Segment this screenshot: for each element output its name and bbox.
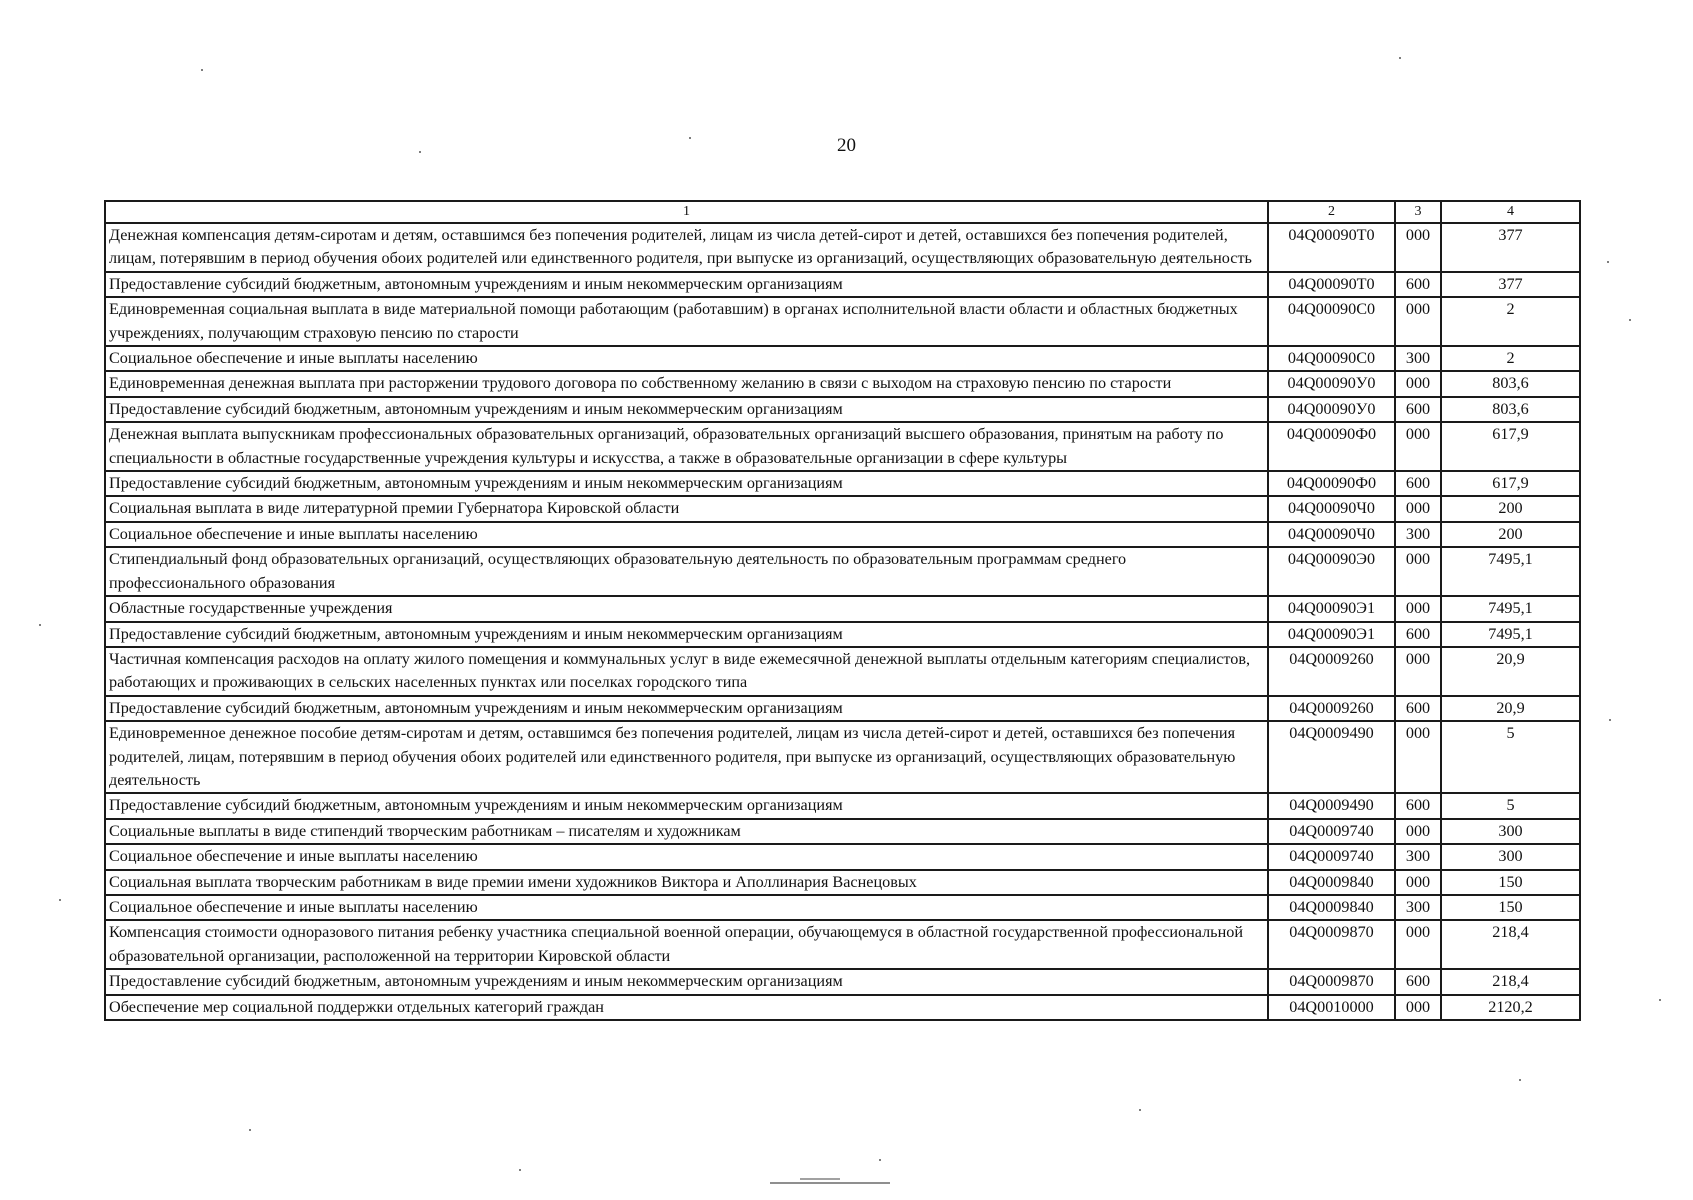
row-code-cell: 04Q00090Ф0 — [1268, 471, 1395, 496]
row-kind-cell: 000 — [1395, 920, 1441, 969]
row-code-cell: 04Q0009740 — [1268, 844, 1395, 869]
row-sum-cell: 2 — [1441, 346, 1580, 371]
row-code-cell: 04Q00090С0 — [1268, 297, 1395, 346]
row-sum-cell: 5 — [1441, 793, 1580, 818]
table-row — [105, 696, 1580, 721]
table-row — [105, 522, 1580, 547]
row-sum-cell: 5 — [1441, 721, 1580, 793]
page-number: 20 — [837, 135, 856, 156]
table-row — [105, 371, 1580, 396]
row-code-cell: 04Q00090Ч0 — [1268, 522, 1395, 547]
row-kind-cell: 600 — [1395, 397, 1441, 422]
row-sum-cell: 200 — [1441, 496, 1580, 521]
row-name-cell: Компенсация стоимости одноразового питания ребенку участника специальной военной операции, обучающемуся в областной государственной профессиональной образовательной организации, расположенной на территории Кировской области — [105, 920, 1268, 969]
row-code-cell: 04Q00090У0 — [1268, 397, 1395, 422]
row-name-cell: Социальное обеспечение и иные выплаты населению — [105, 346, 1268, 371]
table-row — [105, 622, 1580, 647]
table-row — [105, 721, 1580, 793]
row-code-cell: 04Q0010000 — [1268, 995, 1395, 1020]
row-code-cell: 04Q0009490 — [1268, 721, 1395, 793]
row-sum-cell: 20,9 — [1441, 696, 1580, 721]
header-col-1: 1 — [105, 201, 1268, 223]
table-row — [105, 920, 1580, 969]
row-name-cell: Обеспечение мер социальной поддержки отдельных категорий граждан — [105, 995, 1268, 1020]
row-kind-cell: 300 — [1395, 522, 1441, 547]
row-sum-cell: 803,6 — [1441, 371, 1580, 396]
row-sum-cell: 377 — [1441, 272, 1580, 297]
row-name-cell: Социальное обеспечение и иные выплаты населению — [105, 522, 1268, 547]
row-kind-cell: 000 — [1395, 547, 1441, 596]
row-sum-cell: 2 — [1441, 297, 1580, 346]
row-kind-cell: 000 — [1395, 297, 1441, 346]
budget-table-container — [104, 200, 1579, 1021]
row-code-cell: 04Q00090Т0 — [1268, 272, 1395, 297]
row-kind-cell: 000 — [1395, 819, 1441, 844]
row-kind-cell: 300 — [1395, 346, 1441, 371]
row-kind-cell: 600 — [1395, 793, 1441, 818]
table-header-row — [105, 201, 1580, 223]
row-code-cell: 04Q00090Э0 — [1268, 547, 1395, 596]
row-kind-cell: 000 — [1395, 371, 1441, 396]
table-row — [105, 471, 1580, 496]
row-sum-cell: 218,4 — [1441, 920, 1580, 969]
row-kind-cell: 600 — [1395, 622, 1441, 647]
row-name-cell: Денежная компенсация детям-сиротам и детям, оставшимся без попечения родителей, лицам из числа детей-сирот и детей, оставшихся без попечения родителей, лицам, потерявшим в период обучения обоих родителей или единственного родителя, при выпуске из организаций, осуществляющих образовательную деятельность — [105, 223, 1268, 272]
row-code-cell: 04Q00090Э1 — [1268, 596, 1395, 621]
row-code-cell: 04Q00090У0 — [1268, 371, 1395, 396]
table-row — [105, 819, 1580, 844]
row-name-cell: Предоставление субсидий бюджетным, автономным учреждениям и иным некоммерческим организациям — [105, 969, 1268, 994]
row-sum-cell: 300 — [1441, 844, 1580, 869]
row-name-cell: Социальная выплата в виде литературной премии Губернатора Кировской области — [105, 496, 1268, 521]
row-sum-cell: 7495,1 — [1441, 596, 1580, 621]
table-row — [105, 297, 1580, 346]
table-row — [105, 346, 1580, 371]
scan-smudge-bottom — [770, 1178, 890, 1184]
table-row — [105, 647, 1580, 696]
table-row — [105, 397, 1580, 422]
row-kind-cell: 300 — [1395, 844, 1441, 869]
row-code-cell: 04Q0009840 — [1268, 895, 1395, 920]
row-name-cell: Денежная выплата выпускникам профессиональных образовательных организаций, образовательных организаций высшего образования, принятым на работу по специальности в областные государственные учреждения культуры и искусства, а также в образовательные организации в сфере культуры — [105, 422, 1268, 471]
table-row — [105, 870, 1580, 895]
row-kind-cell: 000 — [1395, 870, 1441, 895]
table-row — [105, 223, 1580, 272]
row-kind-cell: 600 — [1395, 471, 1441, 496]
row-code-cell: 04Q00090Ф0 — [1268, 422, 1395, 471]
row-sum-cell: 377 — [1441, 223, 1580, 272]
row-name-cell: Социальное обеспечение и иные выплаты населению — [105, 844, 1268, 869]
table-row — [105, 895, 1580, 920]
row-sum-cell: 7495,1 — [1441, 622, 1580, 647]
row-kind-cell: 000 — [1395, 721, 1441, 793]
table-row — [105, 547, 1580, 596]
row-kind-cell: 000 — [1395, 496, 1441, 521]
row-name-cell: Единовременное денежное пособие детям-сиротам и детям, оставшимся без попечения родителей, лицам из числа детей-сирот и детей, оставшихся без попечения родителей, лицам, потерявшим в период обучения обоих родителей или единственного родителя, при выпуске из организаций, осуществляющих образовательную деятельность — [105, 721, 1268, 793]
row-kind-cell: 600 — [1395, 272, 1441, 297]
row-name-cell: Предоставление субсидий бюджетным, автономным учреждениям и иным некоммерческим организациям — [105, 272, 1268, 297]
row-code-cell: 04Q0009260 — [1268, 696, 1395, 721]
row-name-cell: Единовременная социальная выплата в виде материальной помощи работающим (работавшим) в органах исполнительной власти области и областных бюджетных учреждениях, получающим страховую пенсию по старости — [105, 297, 1268, 346]
table-row — [105, 969, 1580, 994]
row-kind-cell: 600 — [1395, 696, 1441, 721]
row-name-cell: Социальное обеспечение и иные выплаты населению — [105, 895, 1268, 920]
table-row — [105, 496, 1580, 521]
table-row — [105, 793, 1580, 818]
row-code-cell: 04Q0009740 — [1268, 819, 1395, 844]
row-name-cell: Предоставление субсидий бюджетным, автономным учреждениям и иным некоммерческим организациям — [105, 622, 1268, 647]
table-row — [105, 422, 1580, 471]
row-sum-cell: 617,9 — [1441, 471, 1580, 496]
row-sum-cell: 803,6 — [1441, 397, 1580, 422]
row-kind-cell: 000 — [1395, 422, 1441, 471]
row-kind-cell: 000 — [1395, 647, 1441, 696]
header-col-2: 2 — [1268, 201, 1395, 223]
row-code-cell: 04Q0009870 — [1268, 969, 1395, 994]
row-code-cell: 04Q0009490 — [1268, 793, 1395, 818]
row-kind-cell: 600 — [1395, 969, 1441, 994]
row-sum-cell: 200 — [1441, 522, 1580, 547]
row-name-cell: Предоставление субсидий бюджетным, автономным учреждениям и иным некоммерческим организациям — [105, 696, 1268, 721]
row-kind-cell: 300 — [1395, 895, 1441, 920]
row-kind-cell: 000 — [1395, 995, 1441, 1020]
row-sum-cell: 150 — [1441, 895, 1580, 920]
row-kind-cell: 000 — [1395, 223, 1441, 272]
row-sum-cell: 617,9 — [1441, 422, 1580, 471]
table-row — [105, 596, 1580, 621]
row-name-cell: Единовременная денежная выплата при расторжении трудового договора по собственному желанию в связи с выходом на страховую пенсию по старости — [105, 371, 1268, 396]
header-col-3: 3 — [1395, 201, 1441, 223]
row-sum-cell: 300 — [1441, 819, 1580, 844]
row-sum-cell: 218,4 — [1441, 969, 1580, 994]
table-row — [105, 272, 1580, 297]
row-name-cell: Предоставление субсидий бюджетным, автономным учреждениям и иным некоммерческим организациям — [105, 471, 1268, 496]
row-sum-cell: 20,9 — [1441, 647, 1580, 696]
header-col-4: 4 — [1441, 201, 1580, 223]
row-code-cell: 04Q00090Ч0 — [1268, 496, 1395, 521]
row-code-cell: 04Q00090С0 — [1268, 346, 1395, 371]
row-name-cell: Стипендиальный фонд образовательных организаций, осуществляющих образовательную деятельность по образовательным программам среднего профессионального образования — [105, 547, 1268, 596]
row-name-cell: Предоставление субсидий бюджетным, автономным учреждениям и иным некоммерческим организациям — [105, 397, 1268, 422]
row-kind-cell: 000 — [1395, 596, 1441, 621]
row-code-cell: 04Q0009260 — [1268, 647, 1395, 696]
row-code-cell: 04Q0009840 — [1268, 870, 1395, 895]
row-name-cell: Социальная выплата творческим работникам в виде премии имени художников Виктора и Аполлинария Васнецовых — [105, 870, 1268, 895]
table-row — [105, 995, 1580, 1020]
row-sum-cell: 2120,2 — [1441, 995, 1580, 1020]
row-code-cell: 04Q0009870 — [1268, 920, 1395, 969]
budget-table — [104, 200, 1581, 1021]
row-name-cell: Предоставление субсидий бюджетным, автономным учреждениям и иным некоммерческим организациям — [105, 793, 1268, 818]
row-sum-cell: 150 — [1441, 870, 1580, 895]
row-sum-cell: 7495,1 — [1441, 547, 1580, 596]
row-name-cell: Частичная компенсация расходов на оплату жилого помещения и коммунальных услуг в виде ежемесячной денежной выплаты отдельным категориям специалистов, работающих и проживающих в сельских населенных пунктах или поселках городского типа — [105, 647, 1268, 696]
row-code-cell: 04Q00090Э1 — [1268, 622, 1395, 647]
row-name-cell: Социальные выплаты в виде стипендий творческим работникам – писателям и художникам — [105, 819, 1268, 844]
row-code-cell: 04Q00090Т0 — [1268, 223, 1395, 272]
table-row — [105, 844, 1580, 869]
row-name-cell: Областные государственные учреждения — [105, 596, 1268, 621]
